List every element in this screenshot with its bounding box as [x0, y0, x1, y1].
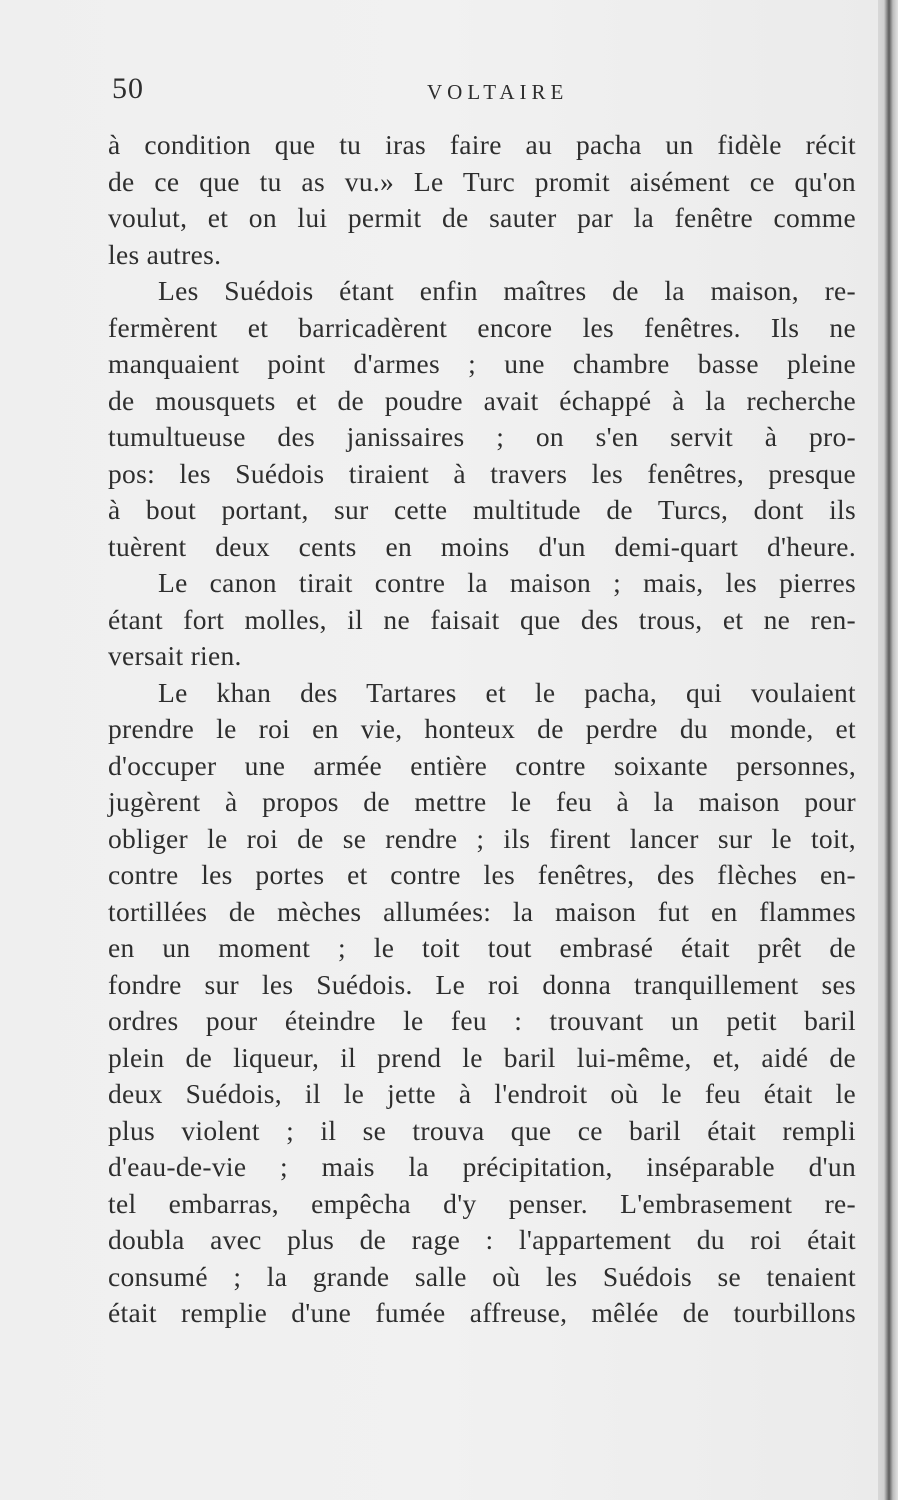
text-line: tortillées de mèches allumées: la maison fut en flammes: [108, 895, 856, 927]
text-line: voulut, et on lui permit de sauter par la fenêtre comme: [108, 202, 856, 233]
page-number: 50: [112, 72, 144, 105]
text-line: d'eau-de-vie ; mais la précipitation, inséparable d'un: [108, 1151, 856, 1182]
page-header: [112, 72, 857, 112]
text-line: fondre sur les Suédois. Le roi donna tranquillement ses: [108, 968, 856, 1000]
text-line: fermèrent et barricadèrent encore les fenêtres. Ils ne: [108, 311, 856, 343]
text-line: à condition que tu iras faire au pacha un fidèle récit: [108, 129, 856, 160]
text-line: tuèrent deux cents en moins d'un demi-quart d'heure.: [108, 530, 856, 562]
text-line: doubla avec plus de rage : l'appartement du roi était: [108, 1224, 856, 1255]
text-line: était remplie d'une fumée affreuse, mêlée de tourbillons: [108, 1297, 856, 1328]
text-line: de mousquets et de poudre avait échappé à la recherche: [108, 384, 856, 416]
text-line: plein de liqueur, il prend le baril lui-même, et, aidé de: [108, 1041, 856, 1073]
text-line: jugèrent à propos de mettre le feu à la maison pour: [108, 786, 856, 817]
running-title: VOLTAIRE: [427, 80, 569, 104]
text-line: ordres pour éteindre le feu : trouvant un petit baril: [108, 1005, 856, 1036]
text-line: étant fort molles, il ne faisait que des trous, et ne ren-: [108, 603, 856, 635]
text-line: manquaient point d'armes ; une chambre basse pleine: [108, 348, 856, 379]
text-line: consumé ; la grande salle où les Suédois se tenaient: [108, 1260, 856, 1292]
text-line: d'occuper une armée entière contre soixante personnes,: [108, 749, 856, 781]
text-line: Le khan des Tartares et le pacha, qui voulaient: [158, 676, 856, 708]
text-line: Le canon tirait contre la maison ; mais, les pierres: [158, 567, 856, 598]
text-line: en un moment ; le toit tout embrasé était prêt de: [108, 932, 856, 963]
body-text: [108, 127, 856, 1332]
text-line: prendre le roi en vie, honteux de perdre du monde, et: [108, 713, 856, 744]
text-line: versait rien.: [108, 640, 242, 671]
text-line: deux Suédois, il le jette à l'endroit où le feu était le: [108, 1078, 856, 1109]
text-line: pos: les Suédois tiraient à travers les fenêtres, presque: [108, 457, 856, 489]
text-line: tel embarras, empêcha d'y penser. L'embrasement re-: [108, 1187, 856, 1219]
text-line: Les Suédois étant enfin maîtres de la maison, re-: [158, 275, 856, 306]
text-line: plus violent ; il se trouva que ce baril était rempli: [108, 1114, 856, 1146]
text-line: contre les portes et contre les fenêtres, des flèches en-: [108, 859, 856, 890]
text-line: de ce que tu as vu.» Le Turc promit aisément ce qu'on: [108, 165, 856, 197]
text-line: tumultueuse des janissaires ; on s'en servit à pro-: [108, 421, 856, 452]
page-binding-edge: [878, 0, 898, 1500]
text-line: les autres.: [108, 238, 222, 270]
text-line: à bout portant, sur cette multitude de Turcs, dont ils: [108, 494, 856, 525]
text-line: obliger le roi de se rendre ; ils firent lancer sur le toit,: [108, 822, 856, 854]
